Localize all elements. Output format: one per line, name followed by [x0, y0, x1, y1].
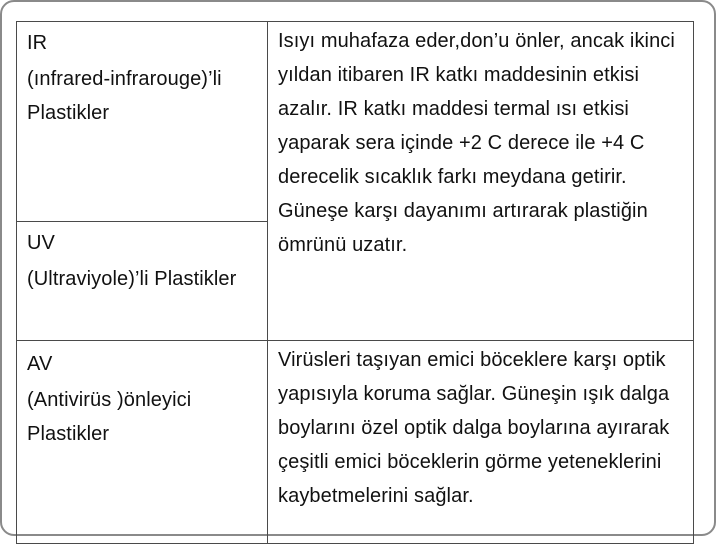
description-cell — [268, 22, 694, 341]
type-code: AV — [27, 353, 53, 375]
plastic-types-table — [16, 21, 694, 544]
type-cell — [17, 341, 268, 544]
type-name: (Antivirüs )önleyici Plastikler — [27, 389, 192, 445]
type-cell — [17, 22, 268, 222]
table-row — [17, 22, 694, 222]
type-code: IR — [27, 32, 48, 54]
type-name: (Ultraviyole)’li Plastikler — [27, 268, 237, 290]
type-description: Virüsleri taşıyan emici böceklere karşı optik yapısıyla koruma sağlar. Güneşin ışık dalga boylarını özel optik dalga boylarına ayırarak çeşitli emici böceklerin görme yeteneklerini kaybetmelerini sağlar. — [278, 349, 670, 507]
type-code: UV — [27, 232, 55, 254]
type-description: Isıyı muhafaza eder,don’u önler, ancak ikinci yıldan itibaren IR katkı maddesinin etkisi azalır. IR katkı maddesi termal ısı etkisi yaparak sera içinde +2 C derece ile +4 C derecelik sıcaklık farkı meydana getirir. — [278, 30, 675, 188]
table-row — [17, 341, 694, 544]
type-name: (ınfrared-infrarouge)’li Plastikler — [27, 68, 222, 124]
type-description: Güneşe karşı dayanımı artırarak plastiğin ömrünü uzatır. — [278, 200, 648, 256]
description-cell — [268, 341, 694, 544]
type-cell — [17, 222, 268, 341]
